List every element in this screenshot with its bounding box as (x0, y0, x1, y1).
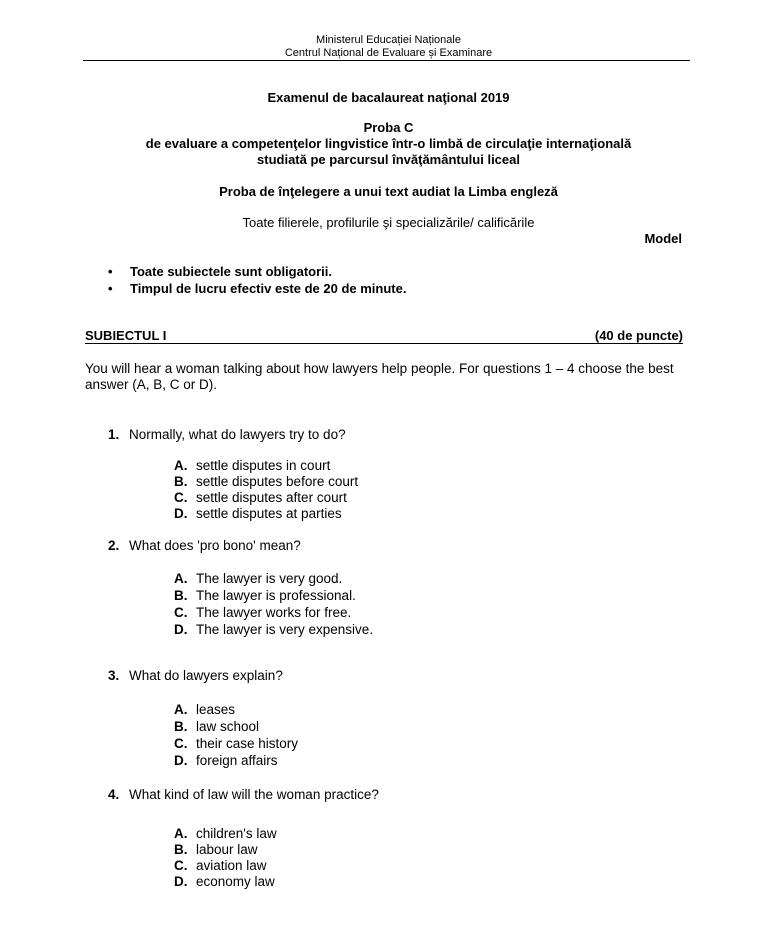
instructions-line2: answer (A, B, C or D). (85, 377, 218, 392)
answer-option (174, 735, 298, 752)
option-letter: C. (174, 605, 188, 620)
option-letter: A. (174, 458, 188, 473)
question (108, 538, 301, 553)
option-letter: D. (174, 753, 188, 768)
question-text: What does 'pro bono' mean? (129, 538, 301, 553)
answer-option (174, 604, 373, 621)
option-letter: B. (174, 719, 188, 734)
answer-option (174, 874, 277, 890)
option-text: leases (196, 702, 236, 717)
bullet-item (108, 281, 406, 296)
option-text: The lawyer is very good. (196, 571, 343, 586)
section-heading (85, 328, 683, 344)
proba-subtitle: Proba de înţelegere a unui text audiat la Limba engleză (219, 184, 558, 199)
model-label: Model (644, 231, 682, 246)
question-number: 1. (108, 427, 120, 442)
answer-option-list (174, 701, 298, 769)
option-letter: C. (174, 858, 188, 873)
option-letter: C. (174, 736, 188, 751)
header-divider (83, 60, 690, 61)
option-text: settle disputes before court (196, 474, 359, 489)
answer-option (174, 587, 373, 604)
answer-option (174, 858, 277, 874)
instructions-line1: You will hear a woman talking about how lawyers help people. For questions 1 – 4 choose the best (85, 361, 674, 376)
option-text: law school (196, 719, 260, 734)
section-points: (40 de puncte) (594, 328, 683, 343)
bullet-dot: • (108, 264, 113, 279)
proba-title: Proba C (363, 120, 414, 135)
option-text: aviation law (196, 858, 267, 873)
filiere-text: Toate filierele, profilurile şi specializările/ calificările (242, 215, 535, 230)
answer-option-list (174, 458, 358, 522)
option-letter: B. (174, 588, 188, 603)
bullet-text: Toate subiectele sunt obligatorii. (130, 264, 333, 279)
question-text: What kind of law will the woman practice? (129, 787, 379, 802)
answer-option (174, 826, 277, 842)
answer-option (174, 621, 373, 638)
answer-option (174, 506, 358, 522)
header-center: Centrul Național de Evaluare și Examinare (284, 47, 493, 59)
option-letter: A. (174, 826, 188, 841)
bullet-text: Timpul de lucru efectiv este de 20 de minute. (130, 281, 407, 296)
answer-option-list (174, 570, 373, 638)
instructions (85, 361, 695, 393)
section-name: SUBIECTUL I (85, 328, 167, 343)
option-letter: B. (174, 842, 188, 857)
option-text: their case history (196, 736, 299, 751)
option-text: children's law (196, 826, 277, 841)
answer-option (174, 490, 358, 506)
option-text: settle disputes at parties (196, 506, 342, 521)
question-number: 4. (108, 787, 120, 802)
answer-option (174, 474, 358, 490)
question (108, 668, 283, 683)
proba-description-line1: de evaluare a competenţelor lingvistice într-o limbă de circulaţie internaţională (145, 136, 632, 151)
question (108, 427, 346, 442)
bullet-dot: • (108, 281, 113, 296)
option-text: foreign affairs (196, 753, 278, 768)
option-text: settle disputes after court (196, 490, 347, 505)
bullet-item (108, 264, 332, 279)
proba-description-line2: studiată pe parcursul învăţământului liceal (257, 152, 520, 167)
question-number: 2. (108, 538, 120, 553)
answer-option (174, 570, 373, 587)
option-letter: D. (174, 622, 188, 637)
question-text: Normally, what do lawyers try to do? (129, 427, 346, 442)
header-ministry: Ministerul Educației Naționale (316, 34, 461, 46)
answer-option (174, 718, 298, 735)
option-text: labour law (196, 842, 258, 857)
option-letter: A. (174, 571, 188, 586)
option-text: settle disputes in court (196, 458, 331, 473)
question (108, 787, 379, 802)
option-letter: A. (174, 702, 188, 717)
option-text: economy law (196, 874, 275, 889)
option-text: The lawyer works for free. (196, 605, 352, 620)
option-letter: C. (174, 490, 188, 505)
option-letter: D. (174, 874, 188, 889)
question-number: 3. (108, 668, 120, 683)
option-letter: D. (174, 506, 188, 521)
answer-option (174, 842, 277, 858)
option-text: The lawyer is professional. (196, 588, 356, 603)
answer-option (174, 458, 358, 474)
exam-title: Examenul de bacalaureat naţional 2019 (267, 90, 510, 105)
answer-option-list (174, 826, 277, 890)
option-letter: B. (174, 474, 188, 489)
answer-option (174, 752, 298, 769)
option-text: The lawyer is very expensive. (196, 622, 374, 637)
answer-option (174, 701, 298, 718)
question-text: What do lawyers explain? (129, 668, 283, 683)
